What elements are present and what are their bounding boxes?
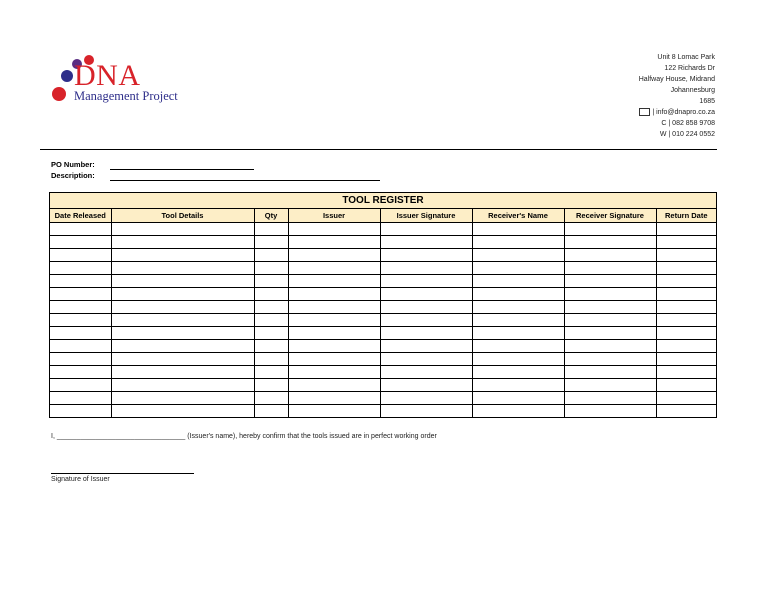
table-row <box>50 223 716 236</box>
column-header: Receiver's Name <box>472 209 564 223</box>
signature-label: Signature of Issuer <box>51 476 110 483</box>
table-cell[interactable] <box>254 249 288 262</box>
table-cell[interactable] <box>656 262 716 275</box>
table-cell[interactable] <box>656 275 716 288</box>
table-row <box>50 288 716 301</box>
table-cell[interactable] <box>111 301 254 314</box>
table-cell[interactable] <box>656 288 716 301</box>
table-cell[interactable] <box>472 366 564 379</box>
column-header: Receiver Signature <box>564 209 656 223</box>
table-cell[interactable] <box>288 288 380 301</box>
tool-register <box>49 192 717 418</box>
table-row <box>50 353 716 366</box>
table-cell[interactable] <box>656 327 716 340</box>
table-cell[interactable] <box>564 249 656 262</box>
table-cell[interactable] <box>380 275 472 288</box>
table-cell[interactable] <box>288 379 380 392</box>
register-body <box>50 223 716 418</box>
table-cell[interactable] <box>50 288 111 301</box>
table-cell[interactable] <box>472 301 564 314</box>
table-cell[interactable] <box>472 392 564 405</box>
email-line <box>515 107 715 118</box>
table-cell[interactable] <box>254 275 288 288</box>
column-header: Tool Details <box>111 209 254 223</box>
header-divider <box>40 149 717 150</box>
table-cell[interactable] <box>111 223 254 236</box>
table-cell[interactable] <box>254 262 288 275</box>
table-cell[interactable] <box>111 262 254 275</box>
table-cell[interactable] <box>472 327 564 340</box>
table-cell[interactable] <box>111 275 254 288</box>
logo-wordmark: DNA <box>74 59 141 92</box>
table-row <box>50 236 716 249</box>
table-cell[interactable] <box>50 314 111 327</box>
table-cell[interactable] <box>288 301 380 314</box>
email-address[interactable]: | info@dnapro.co.za <box>652 109 715 116</box>
table-cell[interactable] <box>564 405 656 418</box>
table-cell[interactable] <box>288 249 380 262</box>
table-cell[interactable] <box>111 288 254 301</box>
address-line-3: Halfway House, Midrand <box>638 76 715 83</box>
table-cell[interactable] <box>288 340 380 353</box>
table-cell[interactable] <box>111 379 254 392</box>
address-line-5: 1685 <box>699 98 715 105</box>
table-cell[interactable] <box>288 366 380 379</box>
table-cell[interactable] <box>380 223 472 236</box>
table-cell[interactable] <box>254 288 288 301</box>
table-cell[interactable] <box>50 379 111 392</box>
table-cell[interactable] <box>472 249 564 262</box>
signature-field[interactable] <box>51 473 194 474</box>
company-address <box>515 52 715 140</box>
table-row <box>50 340 716 353</box>
table-cell[interactable] <box>380 314 472 327</box>
table-cell[interactable] <box>50 223 111 236</box>
company-logo <box>48 50 193 110</box>
table-cell[interactable] <box>380 262 472 275</box>
table-cell[interactable] <box>472 275 564 288</box>
description-field[interactable] <box>110 180 380 181</box>
table-cell[interactable] <box>380 249 472 262</box>
table-cell[interactable] <box>564 353 656 366</box>
table-cell[interactable] <box>254 301 288 314</box>
table-row <box>50 314 716 327</box>
table-cell[interactable] <box>50 236 111 249</box>
po-number-field[interactable] <box>110 169 254 170</box>
table-row <box>50 379 716 392</box>
table-cell[interactable] <box>50 262 111 275</box>
table-cell[interactable] <box>254 392 288 405</box>
table-cell[interactable] <box>254 223 288 236</box>
table-cell[interactable] <box>564 392 656 405</box>
table-cell[interactable] <box>380 340 472 353</box>
table-cell[interactable] <box>288 223 380 236</box>
table-row <box>50 275 716 288</box>
table-cell[interactable] <box>472 236 564 249</box>
table-cell[interactable] <box>656 353 716 366</box>
table-cell[interactable] <box>254 405 288 418</box>
table-cell[interactable] <box>50 340 111 353</box>
table-cell[interactable] <box>564 327 656 340</box>
table-cell[interactable] <box>656 249 716 262</box>
table-cell[interactable] <box>111 314 254 327</box>
table-cell[interactable] <box>254 314 288 327</box>
table-cell[interactable] <box>656 366 716 379</box>
table-row <box>50 249 716 262</box>
table-cell[interactable] <box>111 366 254 379</box>
table-row <box>50 366 716 379</box>
table-row <box>50 327 716 340</box>
cell-number: C | 082 858 9708 <box>661 120 715 127</box>
table-cell[interactable] <box>380 405 472 418</box>
address-line-1: Unit 8 Lomac Park <box>657 54 715 61</box>
confirmation-statement: I, _________________________________ (Issuer's name), hereby confirm that the tools issued are in perfect working order <box>51 433 437 440</box>
table-cell[interactable] <box>254 353 288 366</box>
table-cell[interactable] <box>472 353 564 366</box>
table-cell[interactable] <box>564 366 656 379</box>
description-label: Description: <box>51 171 95 180</box>
table-cell[interactable] <box>656 236 716 249</box>
table-cell[interactable] <box>288 314 380 327</box>
table-cell[interactable] <box>111 340 254 353</box>
table-row <box>50 405 716 418</box>
table-cell[interactable] <box>564 301 656 314</box>
table-cell[interactable] <box>288 353 380 366</box>
table-cell[interactable] <box>564 314 656 327</box>
table-cell[interactable] <box>656 223 716 236</box>
table-cell[interactable] <box>111 236 254 249</box>
table-cell[interactable] <box>380 327 472 340</box>
table-cell[interactable] <box>380 379 472 392</box>
register-table <box>50 209 716 417</box>
table-cell[interactable] <box>564 236 656 249</box>
address-line-4: Johannesburg <box>670 87 715 94</box>
table-cell[interactable] <box>472 340 564 353</box>
table-cell[interactable] <box>111 405 254 418</box>
table-cell[interactable] <box>111 249 254 262</box>
table-cell[interactable] <box>50 275 111 288</box>
table-cell[interactable] <box>380 301 472 314</box>
table-row <box>50 392 716 405</box>
table-cell[interactable] <box>50 366 111 379</box>
logo-subtitle: Management Project <box>74 89 178 103</box>
table-cell[interactable] <box>380 288 472 301</box>
column-header: Qty <box>254 209 288 223</box>
table-cell[interactable] <box>656 379 716 392</box>
work-number: W | 010 224 0552 <box>659 131 715 138</box>
column-header: Return Date <box>656 209 716 223</box>
table-cell[interactable] <box>656 405 716 418</box>
table-cell[interactable] <box>472 405 564 418</box>
po-number-label: PO Number: <box>51 160 95 169</box>
register-title: TOOL REGISTER <box>50 193 716 209</box>
table-row <box>50 262 716 275</box>
table-cell[interactable] <box>472 314 564 327</box>
table-cell[interactable] <box>472 262 564 275</box>
table-cell[interactable] <box>564 275 656 288</box>
envelope-icon <box>639 108 650 116</box>
table-cell[interactable] <box>564 262 656 275</box>
table-cell[interactable] <box>288 236 380 249</box>
table-cell[interactable] <box>380 353 472 366</box>
table-cell[interactable] <box>656 301 716 314</box>
table-cell[interactable] <box>380 236 472 249</box>
table-cell[interactable] <box>254 366 288 379</box>
table-cell[interactable] <box>254 340 288 353</box>
column-header: Issuer Signature <box>380 209 472 223</box>
table-cell[interactable] <box>564 340 656 353</box>
table-cell[interactable] <box>111 327 254 340</box>
table-cell[interactable] <box>380 392 472 405</box>
table-cell[interactable] <box>50 353 111 366</box>
table-cell[interactable] <box>564 223 656 236</box>
column-header: Date Released <box>50 209 111 223</box>
table-row <box>50 301 716 314</box>
table-cell[interactable] <box>288 327 380 340</box>
table-cell[interactable] <box>288 275 380 288</box>
table-cell[interactable] <box>380 366 472 379</box>
table-cell[interactable] <box>472 288 564 301</box>
table-cell[interactable] <box>50 392 111 405</box>
table-cell[interactable] <box>50 249 111 262</box>
table-cell[interactable] <box>111 353 254 366</box>
table-cell[interactable] <box>50 327 111 340</box>
table-cell[interactable] <box>472 223 564 236</box>
table-cell[interactable] <box>288 262 380 275</box>
table-cell[interactable] <box>288 392 380 405</box>
table-cell[interactable] <box>254 379 288 392</box>
table-cell[interactable] <box>564 379 656 392</box>
column-header: Issuer <box>288 209 380 223</box>
header-row <box>50 209 716 223</box>
table-cell[interactable] <box>254 327 288 340</box>
table-cell[interactable] <box>656 340 716 353</box>
address-line-2: 122 Richards Dr <box>664 65 715 72</box>
table-cell[interactable] <box>111 392 254 405</box>
table-cell[interactable] <box>50 405 111 418</box>
table-cell[interactable] <box>50 301 111 314</box>
table-cell[interactable] <box>656 392 716 405</box>
table-cell[interactable] <box>656 314 716 327</box>
table-cell[interactable] <box>254 236 288 249</box>
table-cell[interactable] <box>288 405 380 418</box>
table-cell[interactable] <box>564 288 656 301</box>
table-cell[interactable] <box>472 379 564 392</box>
